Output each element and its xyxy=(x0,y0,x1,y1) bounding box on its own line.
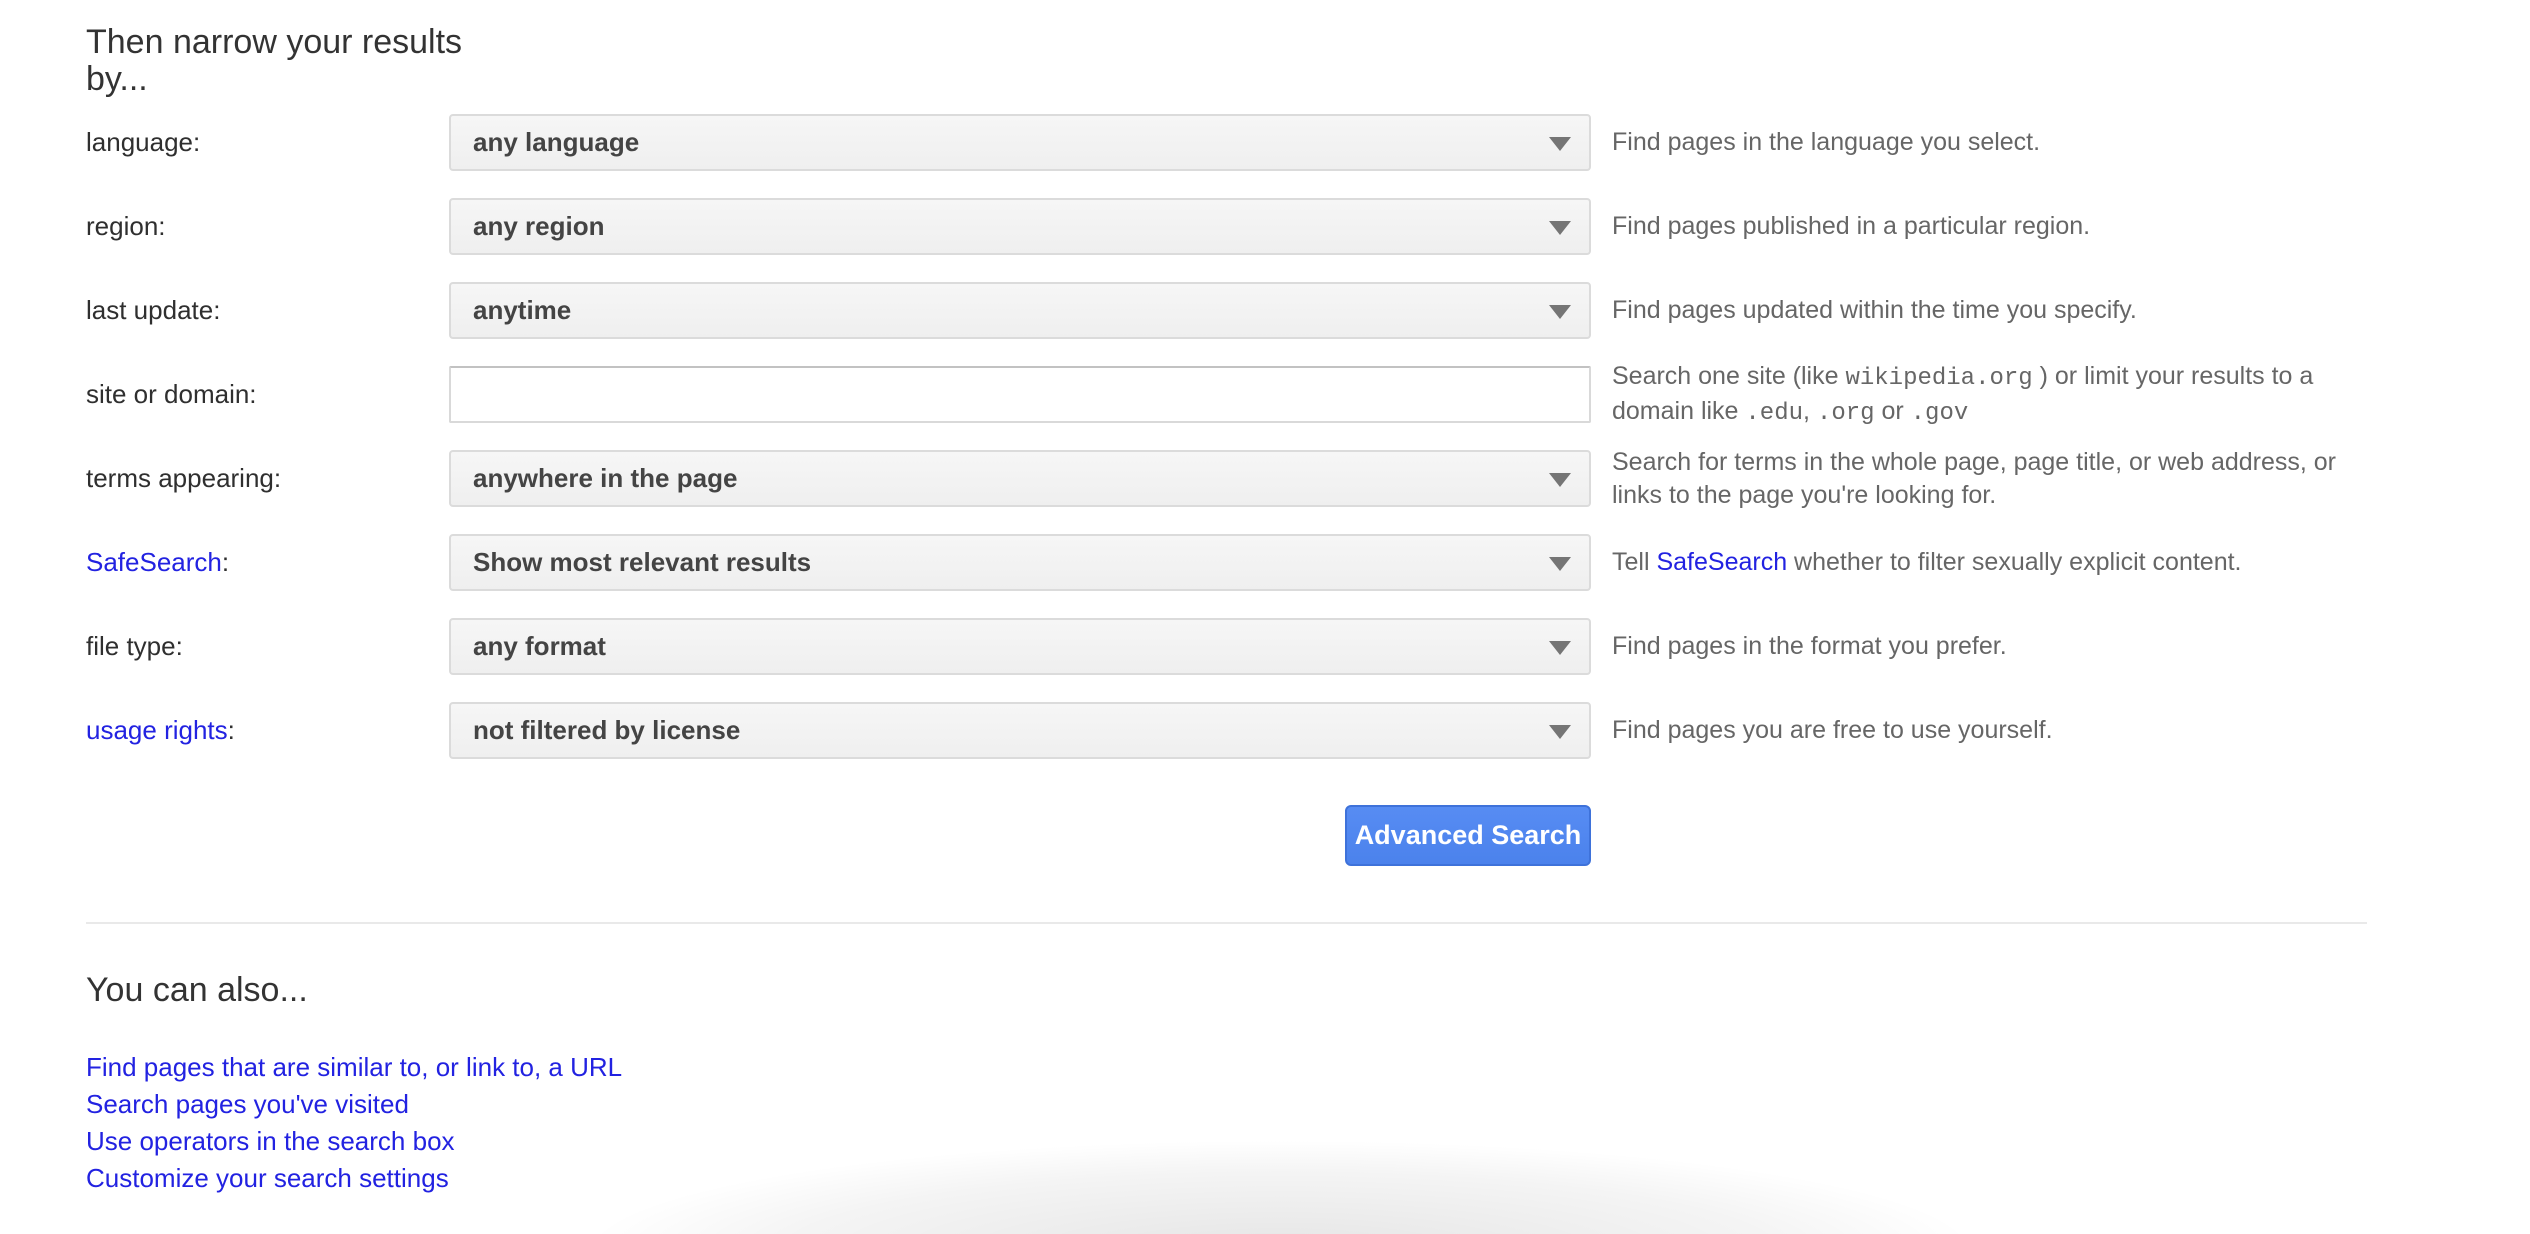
narrow-results-form xyxy=(86,114,2530,866)
visited-pages-link[interactable]: Search pages you've visited xyxy=(86,1089,409,1119)
terms-appearing-row xyxy=(86,447,2530,509)
help-text: or xyxy=(1874,396,1911,425)
language-select-value: any language xyxy=(473,127,640,157)
chevron-down-icon xyxy=(1549,305,1571,319)
region-select-value: any region xyxy=(473,211,605,241)
usage-rights-select-value: not filtered by license xyxy=(473,715,741,745)
terms-appearing-select[interactable] xyxy=(449,450,1591,507)
last-update-help: Find pages updated within the time you specify. xyxy=(1612,296,2137,324)
last-update-row xyxy=(86,282,2530,339)
file-type-help: Find pages in the format you prefer. xyxy=(1612,632,2007,660)
region-label: region: xyxy=(86,211,166,241)
terms-appearing-select-value: anywhere in the page xyxy=(473,463,738,493)
usage-rights-label xyxy=(86,715,449,746)
advanced-search-button[interactable]: Advanced Search xyxy=(1345,805,1591,866)
chevron-down-icon xyxy=(1549,557,1571,571)
usage-rights-row xyxy=(86,702,2530,759)
site-or-domain-input[interactable] xyxy=(449,366,1591,423)
safesearch-label xyxy=(86,547,449,578)
usage-rights-select[interactable] xyxy=(449,702,1591,759)
site-or-domain-help xyxy=(1612,360,2357,430)
chevron-down-icon xyxy=(1549,473,1571,487)
also-links-list xyxy=(86,1049,2530,1197)
chevron-down-icon xyxy=(1549,137,1571,151)
mono-example-domain: wikipedia.org xyxy=(1845,364,2033,392)
mono-edu: .edu xyxy=(1745,399,1804,427)
last-update-select-value: anytime xyxy=(473,295,572,325)
you-can-also-title: You can also... xyxy=(86,971,308,1009)
file-type-row xyxy=(86,618,2530,675)
language-select[interactable] xyxy=(449,114,1591,171)
chevron-down-icon xyxy=(1549,641,1571,655)
region-select[interactable] xyxy=(449,198,1591,255)
mono-gov: .gov xyxy=(1910,399,1969,427)
site-or-domain-label: site or domain: xyxy=(86,379,257,409)
file-type-select-value: any format xyxy=(473,631,606,661)
terms-appearing-label: terms appearing: xyxy=(86,463,282,493)
file-type-select[interactable] xyxy=(449,618,1591,675)
chevron-down-icon xyxy=(1549,725,1571,739)
safesearch-label-colon: : xyxy=(221,547,230,577)
usage-rights-link[interactable]: usage rights xyxy=(86,715,228,745)
last-update-label: last update: xyxy=(86,295,221,325)
safesearch-row xyxy=(86,534,2530,591)
similar-pages-link[interactable]: Find pages that are similar to, or link to, a URL xyxy=(86,1052,623,1082)
chevron-down-icon xyxy=(1549,221,1571,235)
file-type-label: file type: xyxy=(86,631,183,661)
help-text: Tell xyxy=(1612,548,1657,576)
language-help: Find pages in the language you select. xyxy=(1612,128,2041,156)
help-text: ) or limit your results to a domain like xyxy=(1612,361,2314,425)
safesearch-select-value: Show most relevant results xyxy=(473,547,812,577)
submit-row xyxy=(86,805,1591,866)
language-row xyxy=(86,114,2530,171)
region-help: Find pages published in a particular region. xyxy=(1612,212,2091,240)
help-text: Search one site (like xyxy=(1612,361,1846,390)
page-title: Then narrow your results by... xyxy=(86,23,463,98)
safesearch-help xyxy=(1612,546,2357,579)
help-text: , xyxy=(1803,396,1817,425)
language-label: language: xyxy=(86,127,201,157)
usage-rights-help: Find pages you are free to use yourself. xyxy=(1612,716,2053,744)
region-row xyxy=(86,198,2530,255)
safesearch-link[interactable]: SafeSearch xyxy=(86,547,222,577)
safesearch-help-link[interactable]: SafeSearch xyxy=(1656,548,1788,576)
search-operators-link[interactable]: Use operators in the search box xyxy=(86,1126,455,1156)
usage-rights-label-colon: : xyxy=(227,715,235,745)
site-or-domain-row xyxy=(86,361,2530,427)
search-settings-link[interactable]: Customize your search settings xyxy=(86,1163,449,1193)
safesearch-select[interactable] xyxy=(449,534,1591,591)
last-update-select[interactable] xyxy=(449,282,1591,339)
help-text: whether to filter sexually explicit content. xyxy=(1787,548,2242,576)
terms-appearing-help: Search for terms in the whole page, page title, or web address, or links to the page you're looking for. xyxy=(1612,447,2336,509)
section-divider xyxy=(86,922,2367,924)
mono-org: .org xyxy=(1816,399,1875,427)
